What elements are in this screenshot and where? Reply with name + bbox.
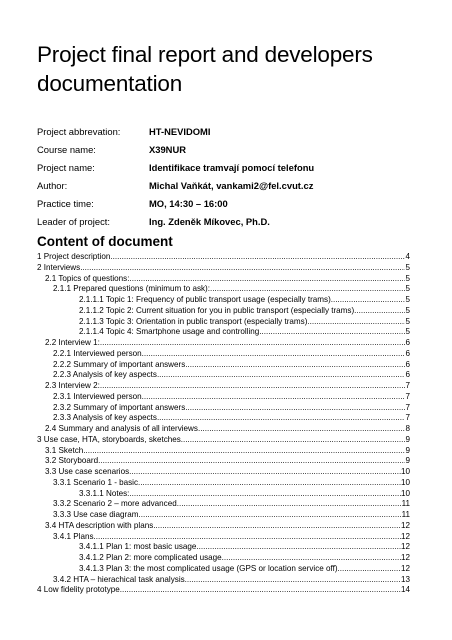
toc-entry[interactable] [37, 284, 410, 295]
toc-leader-dots [129, 489, 401, 500]
toc-entry[interactable] [37, 274, 410, 285]
toc-entry-page: 5 [405, 273, 410, 283]
meta-row-course [37, 140, 427, 158]
toc-leader-dots [259, 327, 405, 338]
toc-entry-page: 4 [405, 252, 410, 261]
toc-entry-title: 2.3.3 Analysis of key aspects [53, 413, 157, 423]
toc-entry-page: 10 [400, 477, 410, 487]
toc-entry[interactable] [37, 403, 410, 414]
toc-leader-dots [338, 564, 401, 575]
toc-entry-title: 3.2 Storyboard [45, 456, 99, 466]
toc-leader-dots [142, 349, 406, 360]
toc-entry[interactable] [37, 446, 410, 457]
toc-entry-title: 3.4.1.3 Plan 3: the most complicated usage (GPS or location service off) [79, 563, 338, 573]
table-of-contents [37, 252, 410, 596]
toc-entry-page: 9 [405, 445, 410, 455]
toc-leader-dots [157, 413, 406, 424]
project-info-table [37, 122, 427, 230]
toc-entry-page: 10 [400, 467, 410, 476]
toc-entry-page: 6 [405, 338, 410, 347]
toc-leader-dots [129, 274, 405, 285]
toc-entry-page: 5 [405, 316, 410, 326]
toc-entry[interactable] [37, 263, 410, 274]
toc-entry-title: 2.3.2 Summary of important answers [53, 402, 186, 412]
meta-row-practice-time [37, 194, 427, 212]
toc-entry[interactable] [37, 542, 410, 553]
toc-leader-dots [100, 338, 406, 349]
toc-leader-dots [196, 542, 401, 553]
toc-leader-dots [98, 456, 405, 467]
toc-entry-page: 8 [405, 424, 410, 433]
toc-entry-title: 2.1.1.3 Topic 3: Orientation in public transport (especially trams) [79, 316, 308, 326]
toc-entry-title: 2.1.1 Prepared questions (minimum to ask): [53, 284, 210, 294]
toc-entry-title: 3.3.1 Scenario 1 - basic [53, 477, 139, 487]
toc-entry-page: 6 [405, 348, 410, 358]
toc-entry[interactable] [37, 381, 410, 392]
toc-entry-page: 5 [405, 262, 410, 272]
toc-entry[interactable] [37, 489, 410, 500]
toc-entry-title: 3.4.2 HTA – hierachical task analysis [53, 574, 185, 584]
toc-entry-title: 2.3 Interview 2: [45, 381, 100, 390]
toc-entry[interactable] [37, 575, 410, 586]
toc-entry-page: 14 [400, 585, 410, 595]
meta-label: Leader of project: [37, 215, 110, 227]
toc-entry-title: 2.1.1.1 Topic 1: Frequency of public transport usage (especially trams) [79, 295, 331, 304]
toc-entry-title: 2.4 Summary and analysis of all interviews [45, 424, 198, 433]
toc-entry-title: 3 Use case, HTA, storyboards, sketches [37, 434, 181, 444]
toc-entry[interactable] [37, 392, 410, 403]
toc-entry-title: 3.4.1 Plans [53, 531, 94, 541]
toc-entry-title: 3.4.1.2 Plan 2: more complicated usage [79, 553, 222, 562]
toc-entry[interactable] [37, 499, 410, 510]
toc-entry[interactable] [37, 467, 410, 478]
toc-entry[interactable] [37, 338, 410, 349]
toc-leader-dots [129, 467, 401, 478]
toc-leader-dots [210, 284, 405, 295]
toc-entry-page: 12 [400, 553, 410, 562]
toc-entry-page: 9 [405, 434, 410, 444]
toc-entry[interactable] [37, 435, 410, 446]
toc-entry[interactable] [37, 295, 410, 306]
toc-entry-page: 10 [400, 488, 410, 498]
toc-entry-title: 3.4.1.1 Plan 1: most basic usage [79, 542, 197, 552]
meta-value: Ing. Zdeněk Míkovec, Ph.D. [149, 215, 270, 227]
toc-entry[interactable] [37, 306, 410, 317]
toc-entry-title: 3.3 Use case scenarios [45, 467, 130, 476]
toc-entry[interactable] [37, 370, 410, 381]
toc-entry-title: 2 Interviews [37, 262, 81, 272]
toc-entry[interactable] [37, 424, 410, 435]
toc-entry-page: 7 [405, 402, 410, 412]
toc-leader-dots [138, 510, 401, 521]
meta-row-abbrevation [37, 122, 427, 140]
toc-entry-title: 3.1 Sketch [45, 445, 84, 455]
toc-entry[interactable] [37, 252, 410, 263]
toc-entry-page: 7 [405, 381, 410, 390]
toc-entry[interactable] [37, 564, 410, 575]
toc-entry[interactable] [37, 585, 410, 596]
toc-entry-page: 12 [400, 563, 410, 573]
toc-entry-title: 2.2 Interview 1: [45, 338, 100, 347]
toc-entry-title: 2.2.1 Interviewed person [53, 348, 142, 358]
toc-leader-dots [185, 403, 405, 414]
toc-leader-dots [138, 478, 401, 489]
meta-value: MO, 14:30 – 16:00 [149, 197, 228, 209]
toc-entry-title: 3.3.3 Use case diagram [53, 510, 139, 519]
meta-value: Michal Vaňkát, vankami2@fel.cvut.cz [149, 179, 314, 191]
toc-entry-page: 11 [401, 510, 410, 519]
toc-entry-page: 12 [400, 520, 410, 530]
toc-leader-dots [120, 585, 401, 596]
toc-leader-dots [157, 370, 406, 381]
toc-leader-dots [80, 263, 405, 274]
toc-entry-title: 2.1.1.4 Topic 4: Smartphone usage and controlling [79, 327, 260, 337]
toc-leader-dots [177, 499, 402, 510]
toc-entry-page: 12 [400, 542, 410, 552]
toc-entry-title: 2.2.3 Analysis of key aspects [53, 370, 157, 380]
toc-entry[interactable] [37, 532, 410, 543]
toc-entry-title: 2.2.2 Summary of important answers [53, 359, 186, 369]
toc-entry-title: 2.1.1.2 Topic 2: Current situation for you in public transport (especially trams) [79, 305, 355, 315]
toc-entry[interactable] [37, 456, 410, 467]
toc-entry-page: 7 [405, 391, 410, 401]
toc-leader-dots [198, 424, 406, 435]
meta-label: Course name: [37, 143, 96, 155]
toc-entry-page: 6 [405, 359, 410, 369]
toc-leader-dots [94, 532, 401, 543]
toc-leader-dots [110, 252, 405, 263]
toc-entry[interactable] [37, 349, 410, 360]
toc-leader-dots [354, 306, 405, 317]
meta-value: HT-NEVIDOMI [149, 125, 211, 137]
toc-entry-page: 5 [405, 305, 410, 315]
toc-entry[interactable] [37, 521, 410, 532]
toc-entry-title: 2.3.1 Interviewed person [53, 391, 142, 401]
toc-leader-dots [185, 575, 401, 586]
meta-label: Practice time: [37, 197, 94, 209]
toc-leader-dots [153, 521, 401, 532]
toc-entry[interactable] [37, 317, 410, 328]
toc-leader-dots [222, 553, 401, 564]
meta-label: Project name: [37, 161, 95, 173]
toc-leader-dots [307, 317, 405, 328]
toc-entry[interactable] [37, 510, 410, 521]
meta-label: Project abbrevation: [37, 125, 121, 137]
toc-entry-page: 7 [405, 413, 410, 423]
meta-value: Identifikace tramvají pomocí telefonu [149, 161, 315, 173]
toc-leader-dots [185, 360, 405, 371]
toc-entry-title: 3.3.2 Scenario 2 – more advanced [53, 499, 177, 509]
meta-row-project-name [37, 158, 427, 176]
toc-entry[interactable] [37, 327, 410, 338]
toc-entry[interactable] [37, 553, 410, 564]
toc-entry-page: 13 [400, 574, 410, 584]
toc-leader-dots [83, 446, 405, 457]
toc-entry-page: 5 [405, 295, 410, 304]
toc-entry-page: 6 [405, 370, 410, 380]
toc-entry-title: 2.1 Topics of questions: [45, 273, 130, 283]
toc-entry-title: 1 Project description [37, 252, 111, 261]
toc-entry-page: 12 [400, 531, 410, 541]
meta-value: X39NUR [149, 143, 186, 155]
toc-heading: Content of document [37, 234, 173, 249]
toc-entry-title: 3.3.1.1 Notes: [79, 488, 130, 498]
meta-row-author [37, 176, 427, 194]
toc-leader-dots [100, 381, 406, 392]
meta-label: Author: [37, 179, 68, 191]
meta-row-leader [37, 212, 427, 230]
toc-entry-page: 11 [401, 499, 410, 509]
toc-leader-dots [142, 392, 406, 403]
toc-entry-page: 9 [405, 456, 410, 466]
toc-entry[interactable] [37, 478, 410, 489]
toc-entry-title: 3.4 HTA description with plans [45, 520, 154, 530]
toc-entry-page: 5 [405, 284, 410, 294]
toc-leader-dots [331, 295, 406, 306]
toc-entry-title: 4 Low fidelity prototype [37, 585, 120, 595]
toc-entry-page: 5 [405, 327, 410, 337]
toc-entry[interactable] [37, 360, 410, 371]
toc-entry[interactable] [37, 413, 410, 424]
toc-leader-dots [181, 435, 406, 446]
document-title: Project final report and developers documentation [37, 42, 373, 96]
